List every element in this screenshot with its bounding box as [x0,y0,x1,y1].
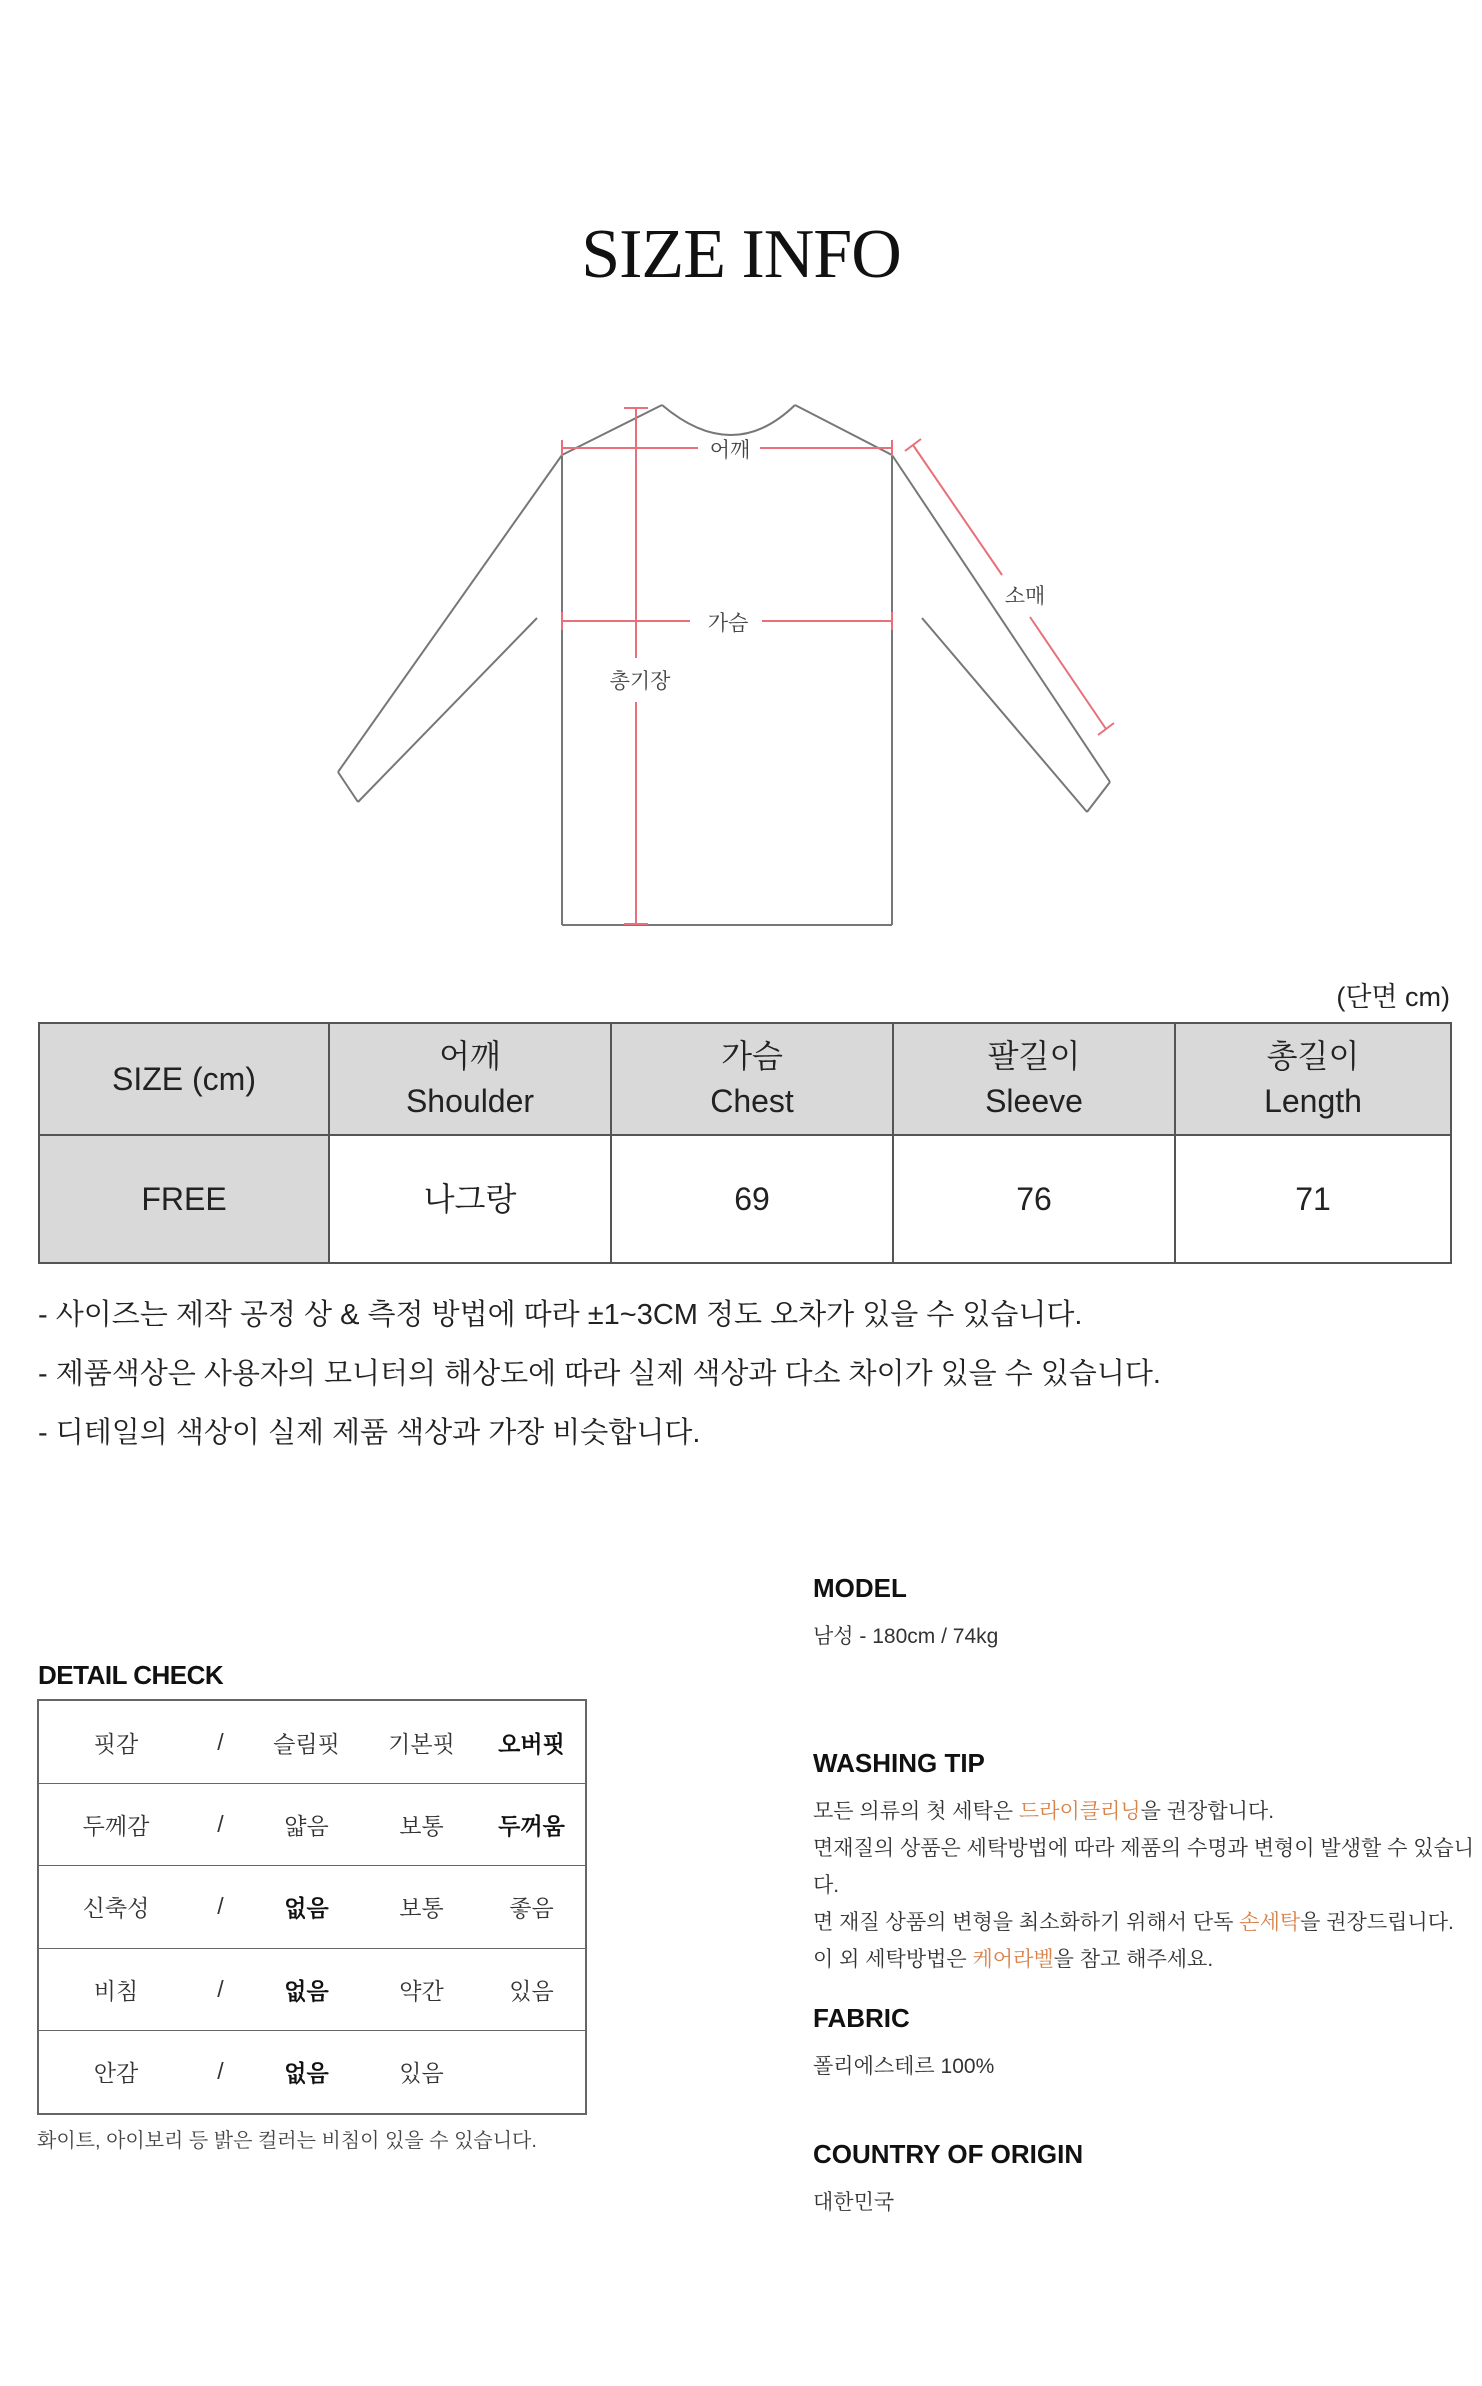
detail-option: 있음 [399,2060,444,2087]
detail-row [38,1948,586,2030]
garment-outline [338,405,1110,925]
detail-label: 두께감 [38,1784,193,1866]
detail-row [38,1700,586,1784]
model-text: 남성 - 180cm / 74kg [813,1625,999,1648]
detail-note: 화이트, 아이보리 등 밝은 컬러는 비침이 있을 수 있습니다. [37,2130,537,2152]
detail-option: 없음 [248,1866,365,1948]
detail-label: 안감 [93,2060,139,2087]
detail-row [38,2030,586,2114]
garment-diagram [330,390,1150,950]
detail-sep: / [217,2058,224,2085]
detail-row [38,1866,586,1948]
detail-option: 약간 [365,1948,478,2030]
detail-row [38,1784,586,1866]
chest-header-cell: 가슴 Chest [611,1023,893,1135]
sleeve-value-cell: 76 [893,1135,1175,1263]
page-title: SIZE INFO [581,216,901,293]
washing-line: 면재질의 상품은 세탁방법에 따라 제품의 수명과 변형이 발생할 수 있습니다. [813,1837,1475,1897]
detail-option: 없음 [284,2060,329,2087]
size-name-cell: FREE [39,1135,329,1263]
origin-section [813,2139,1083,2221]
washing-line: 이 외 세탁방법은 케어라벨을 참고 해주세요. [813,1948,1214,1971]
detail-option [478,2030,586,2114]
origin-text: 대한민국 [813,2191,895,2214]
size-notes [38,1294,1161,1471]
washing-line: 면 재질 상품의 변형을 최소화하기 위해서 단독 손세탁을 권장드립니다. [813,1911,1454,1934]
note-item: - 사이즈는 제작 공정 상 & 측정 방법에 따라 ±1~3CM 정도 오차가 있을 수 있습니다. [38,1299,1083,1331]
note-item: - 디테일의 색상이 실제 제품 색상과 가장 비슷합니다. [38,1417,701,1449]
washing-accent: 드라이클리닝 [1018,1800,1141,1823]
detail-option: 오버핏 [478,1700,586,1784]
table-row [39,1135,1451,1263]
detail-sep: / [193,1866,248,1948]
chest-value-cell: 69 [611,1135,893,1263]
detail-label: 신축성 [38,1866,193,1948]
detail-label: 핏감 [38,1700,193,1784]
chest-label: 가슴 [707,611,749,635]
detail-sep: / [193,1784,248,1866]
origin-title: COUNTRY OF ORIGIN [813,2139,1084,2169]
detail-option: 좋음 [478,1866,586,1948]
detail-sep: / [193,1700,248,1784]
detail-label: 비침 [38,1948,193,2030]
shoulder-value-cell: 나그랑 [329,1135,611,1263]
detail-option: 보통 [365,1866,478,1948]
washing-accent: 케어라벨 [972,1948,1054,1971]
detail-option: 두꺼움 [478,1784,586,1866]
length-label: 총기장 [609,669,671,693]
fabric-title: FABRIC [813,2003,910,2033]
sleeve-header-cell: 팔길이 Sleeve [893,1023,1175,1135]
detail-check-table [37,1699,587,2115]
detail-option: 보통 [365,1784,478,1866]
size-table [38,1022,1452,1264]
detail-option: 기본핏 [365,1700,478,1784]
washing-line: 모든 의류의 첫 세탁은 드라이클리닝을 권장합니다. [813,1800,1275,1823]
fabric-text: 폴리에스테르 100% [813,2055,995,2078]
detail-sep: / [193,1948,248,2030]
fabric-section [813,2003,994,2085]
measure-lines [562,408,1114,924]
shoulder-header-cell: 어깨 Shoulder [329,1023,611,1135]
unit-note: (단면 cm) [1336,982,1450,1012]
washing-accent: 손세탁 [1239,1911,1301,1934]
note-item: - 제품색상은 사용자의 모니터의 해상도에 따라 실제 색상과 다소 차이가 있을 수 있습니다. [38,1358,1161,1390]
detail-option: 슬림핏 [248,1700,365,1784]
model-section [813,1573,998,1655]
length-value-cell: 71 [1175,1135,1451,1263]
washing-section [813,1748,1482,1978]
washing-title: WASHING TIP [813,1748,985,1778]
length-header-cell: 총길이 Length [1175,1023,1451,1135]
detail-option: 있음 [478,1948,586,2030]
detail-option: 얇음 [248,1784,365,1866]
sleeve-label: 소매 [1004,584,1046,608]
size-table-header [39,1023,1451,1135]
size-header-cell: SIZE (cm) [39,1023,329,1135]
shoulder-label: 어깨 [709,438,751,462]
model-title: MODEL [813,1573,907,1603]
detail-check-title: DETAIL CHECK [38,1660,224,1690]
detail-option: 없음 [248,1948,365,2030]
